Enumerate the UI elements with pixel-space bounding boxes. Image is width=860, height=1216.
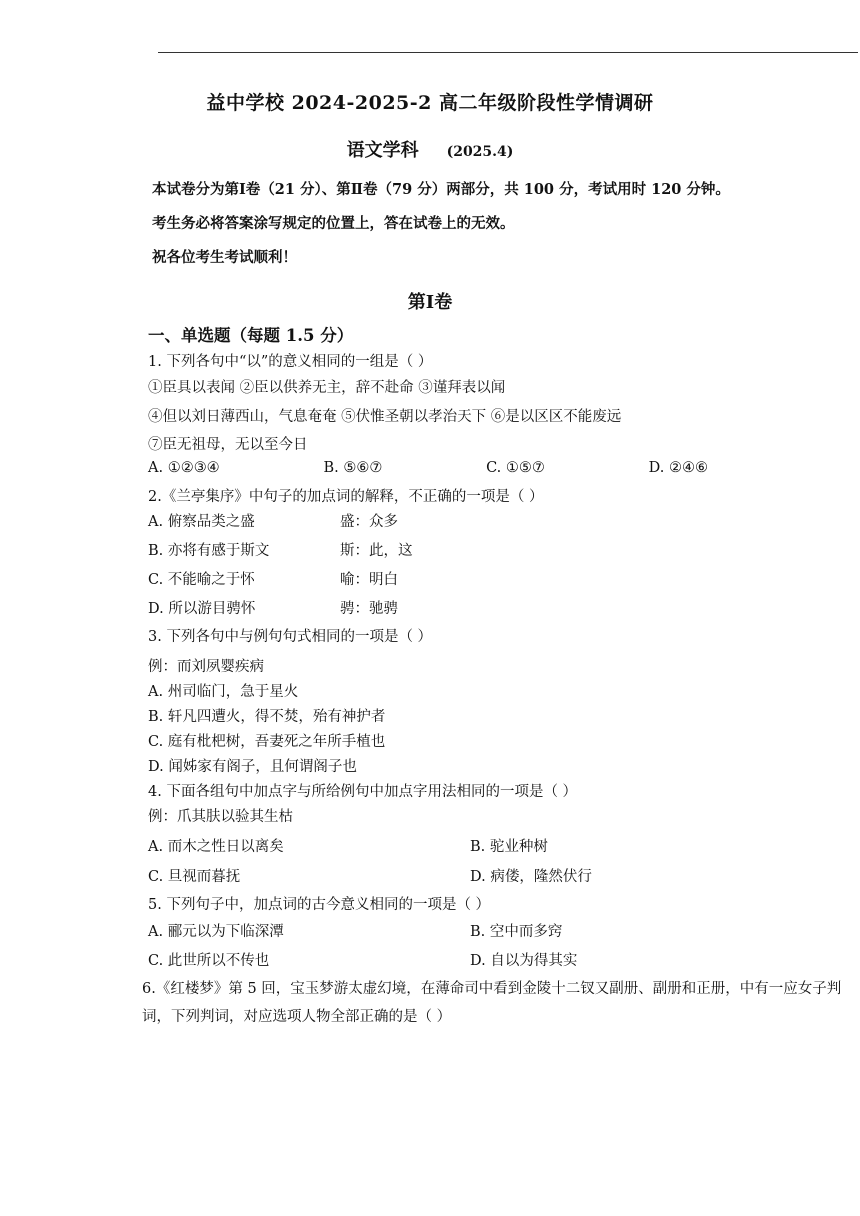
question-2-option <box>148 510 748 531</box>
option-sentence: B. 亦将有感于斯文 <box>148 543 270 559</box>
page-title: 益中学校 2024-2025-2 高二年级阶段性学情调研 <box>206 92 654 114</box>
option-sentence: C. 不能喻之于怀 <box>148 572 255 588</box>
question-5-option-c: C. 此世所以不传也 <box>148 953 270 969</box>
option-a: A. ①②③④ <box>148 460 220 476</box>
exam-date: (2025.4) <box>446 144 514 160</box>
option-explanation: 骋：驰骋 <box>340 601 398 617</box>
question-3-option: B. 轩凡四遭火，得不焚，殆有神护者 <box>148 709 386 725</box>
option-c: C. ①⑤⑦ <box>486 460 545 476</box>
question-5-option-d: D. 自以为得其实 <box>470 953 578 969</box>
question-5-option-b: B. 空中而多窍 <box>470 924 563 940</box>
question-3-example: 例：而刘夙婴疾病 <box>148 659 264 675</box>
option-explanation: 斯：此，这 <box>340 543 413 559</box>
question-4-example: 例：爪其肤以验其生枯 <box>148 809 293 825</box>
part-title: 第Ⅰ卷 <box>407 292 453 313</box>
question-4-option-b: B. 驼业种树 <box>470 839 548 855</box>
instruction-line: 本试卷分为第Ⅰ卷（21 分）、第Ⅱ卷（79 分）两部分，共 100 分，考试用时 120 分钟。 <box>152 181 730 198</box>
question-3-option: A. 州司临门，急于星火 <box>148 684 299 700</box>
question-6-stem: 6.《红楼梦》第 5 回，宝玉梦游太虚幻境，在薄命司中看到金陵十二钗又副册、副册和正册，中有一应女子判词，下列判词，对应选项人物全部正确的是（ ） <box>142 981 842 1025</box>
question-3-option: D. 闻姊家有阁子，且何谓阁子也 <box>148 759 357 775</box>
question-1-line: ④但以刘日薄西山，气息奄奄 ⑤伏惟圣朝以孝治天下 ⑥是以区区不能废远 <box>148 409 622 425</box>
question-1-stem: 1. 下列各句中“以”的意义相同的一组是（ ） <box>148 354 433 370</box>
option-explanation: 喻：明白 <box>340 572 398 588</box>
question-2-option <box>148 539 748 560</box>
option-explanation: 盛：众多 <box>340 514 398 530</box>
section-title: 一、单选题（每题 1.5 分） <box>148 326 354 345</box>
instruction-line: 祝各位考生考试顺利！ <box>152 249 297 266</box>
question-2-stem: 2.《兰亭集序》中句子的加点词的解释，不正确的一项是（ ） <box>148 489 544 505</box>
option-sentence: D. 所以游目骋怀 <box>148 601 256 617</box>
subject-name: 语文学科 <box>346 140 419 161</box>
question-4-stem: 4. 下面各组句中加点字与所给例句中加点字用法相同的一项是（ ） <box>148 784 578 800</box>
question-1-options <box>148 460 708 476</box>
question-3-stem: 3. 下列各句中与例句句式相同的一项是（ ） <box>148 629 433 645</box>
instruction-line: 考生务必将答案涂写规定的位置上，答在试卷上的无效。 <box>152 215 515 232</box>
question-1-line: ①臣具以表闻 ②臣以供养无主，辞不赴命 ③谨拜表以闻 <box>148 380 506 396</box>
option-d: D. ②④⑥ <box>648 460 708 476</box>
option-b: B. ⑤⑥⑦ <box>323 460 383 476</box>
subject-line <box>0 136 860 162</box>
question-2-option <box>148 568 748 589</box>
question-5-stem: 5. 下列句子中，加点词的古今意义相同的一项是（ ） <box>148 897 491 913</box>
question-5-option-a: A. 郦元以为下临深潭 <box>148 924 284 940</box>
question-1-line: ⑦臣无祖母，无以至今日 <box>148 437 308 453</box>
question-2-option <box>148 597 748 618</box>
option-sentence: A. 俯察品类之盛 <box>148 514 255 530</box>
question-4-option-a: A. 而木之性日以离矣 <box>148 839 284 855</box>
question-3-option: C. 庭有枇杷树，吾妻死之年所手植也 <box>148 734 386 750</box>
question-4-option-c: C. 旦视而暮抚 <box>148 869 241 885</box>
question-4-option-d: D. 病偻，隆然伏行 <box>470 869 592 885</box>
top-rule <box>158 52 858 53</box>
